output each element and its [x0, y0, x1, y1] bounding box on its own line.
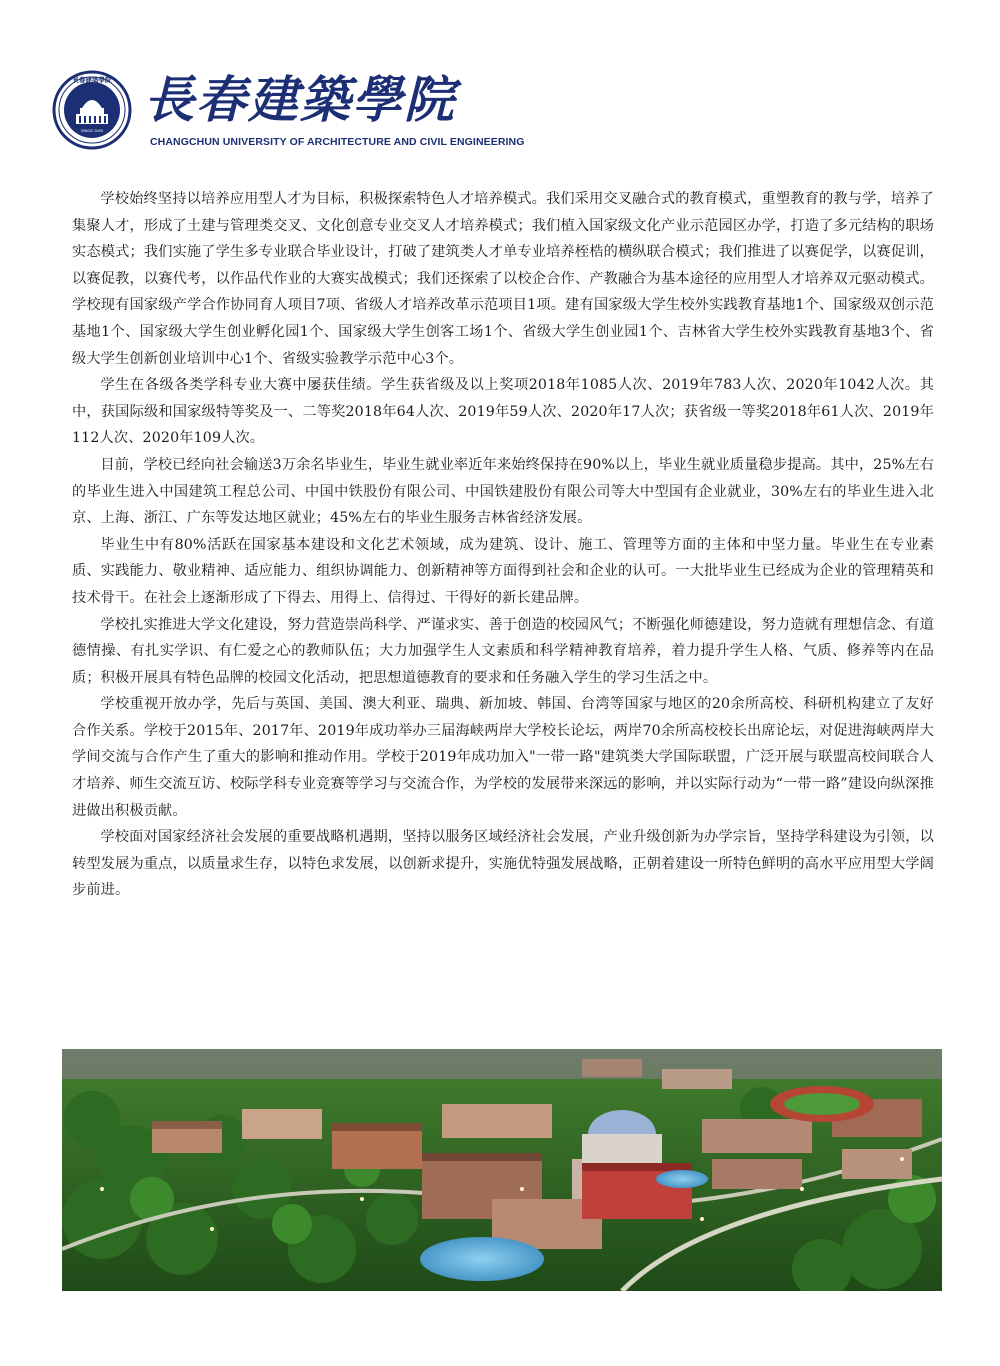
paragraph-employment: 目前，学校已经向社会输送3万余名毕业生，毕业生就业率近年来始终保持在90%以上，毕业生就业质量稳步提高。其中，25%左右的毕业生进入中国建筑工程总公司、中国中铁股份有限公司、中国铁建股份有限公司等大中型国有企业就业，30%左右的毕业生进入北京、上海、浙江、广东等发达地区就业；45%左右的毕业生服务吉林省经济发展。: [72, 456, 934, 527]
paragraph-campus-culture: 学校扎实推进大学文化建设，努力营造崇尚科学、严谨求实、善于创造的校园风气；不断强化师德建设，努力造就有理想信念、有道德情操、有扎实学识、有仁爱之心的教师队伍；大力加强学生人文素质和科学精神教育培养，着力提升学生人格、气质、修养等内在品质；积极开展具有特色品牌的校园文化活动，把思想道德教育的要求和任务融入学生的学习生活之中。: [72, 616, 934, 686]
page-header: [52, 68, 525, 158]
paragraph-strategy: 学校面对国家经济社会发展的重要战略机遇期，坚持以服务区域经济社会发展，产业升级创新为办学宗旨，坚持学科建设为引领，以转型发展为重点，以质量求生存，以特色求发展，以创新求提升，实施优特强发展战略，正朝着建设一所特色鲜明的高水平应用型大学阔步前进。: [72, 829, 934, 899]
paragraph-international: 学校重视开放办学，先后与英国、美国、澳大利亚、瑞典、新加坡、韩国、台湾等国家与地区的20余所高校、科研机构建立了友好合作关系。学校于2015年、2017年、2019年成功举办三届海峡两岸大学校长论坛，两岸70余所高校校长出席论坛，对促进海峡两岸大学间交流与合作产生了重大的影响和推动作用。学校于2019年成功加入"一带一路"建筑类大学国际联盟，广泛开展与联盟高校间联合人才培养、师生交流互访、校际学科专业竞赛等学习与交流合作，为学校的发展带来深远的影响，并以实际行动为“一带一路”建设向纵深推进做出积极贡献。: [72, 696, 934, 819]
paragraph-competitions: 学生在各级各类学科专业大赛中屡获佳绩。学生获省级及以上奖项2018年1085人次、2019年783人次、2020年1042人次。其中，获国际级和国家级特等奖及一、二等奖2018年64人次、2019年59人次、2020年17人次；获省级一等奖2018年61人次、2019年112人次、2020年109人次。: [72, 377, 934, 447]
paragraph-training-model: 学校始终坚持以培养应用型人才为目标，积极探索特色人才培养模式。我们采用交叉融合式的教育模式，重塑教育的教与学，培养了集聚人才，形成了土建与管理类交叉、文化创意专业交叉人才培养模式；我们植入国家级文化产业示范园区办学，打造了多元结构的职场实态模式；我们实施了学生多专业联合毕业设计，打破了建筑类人才单专业培养桎梏的横纵联合模式；我们推进了以赛促学，以赛促训，以赛促教，以赛代考，以作品代作业的大赛实战模式；我们还探索了以校企合作、产教融合为基本途径的应用型人才培养双元驱动模式。学校现有国家级产学合作协同育人项目7项、省级人才培养改革示范项目1项。建有国家级大学生校外实践教育基地1个、国家级双创示范基地1个、国家级大学生创业孵化园1个、国家级大学生创客工场1个、省级大学生创业园1个、吉林省大学生校外实践教育基地3个、省级大学生创新创业培训中心1个、省级实验教学示范中心3个。: [72, 191, 934, 367]
seal-label: 長春建築學院: [72, 76, 112, 84]
university-seal-icon: [52, 70, 132, 150]
school-name-en: CHANGCHUN UNIVERSITY OF ARCHITECTURE AND CIVIL ENGINEERING: [150, 136, 525, 148]
paragraph-graduates: 毕业生中有80%活跃在国家基本建设和文化艺术领域，成为建筑、设计、施工、管理等方面的主体和中坚力量。毕业生在专业素质、实践能力、敬业精神、适应能力、组织协调能力、创新精神等方面得到社会和企业的认可。一大批毕业生已经成为企业的管理精英和技术骨干。在社会上逐渐形成了下得去、用得上、信得过、干得好的新长建品牌。: [72, 536, 934, 606]
seal-year: SINCE 2000: [80, 128, 104, 133]
campus-model-photo: [62, 1049, 942, 1291]
article-body: [72, 186, 934, 904]
campus-model-illustration: [62, 1049, 942, 1291]
school-name-cn: 長春建築學院: [144, 70, 456, 129]
